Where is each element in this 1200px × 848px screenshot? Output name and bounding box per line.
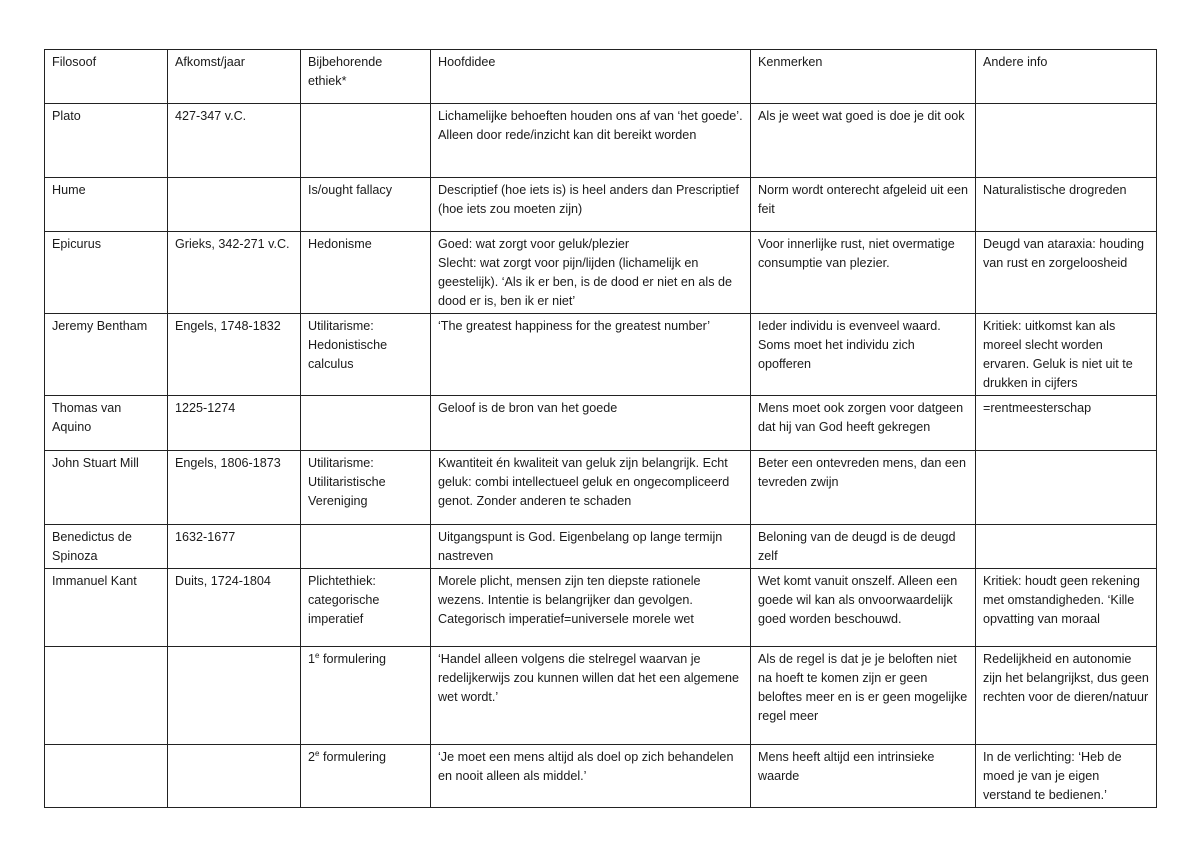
table-cell: Kwantiteit én kwaliteit van geluk zijn belangrijk. Echt geluk: combi intellectueel geluk en ongecompliceerd genot. Zonder anderen te schaden	[431, 451, 751, 525]
table-cell: Als je weet wat goed is doe je dit ook	[751, 104, 976, 178]
table-cell: Descriptief (hoe iets is) is heel anders dan Prescriptief (hoe iets zou moeten zijn)	[431, 178, 751, 232]
table-cell: Grieks, 342-271 v.C.	[168, 232, 301, 314]
table-cell: Uitgangspunt is God. Eigenbelang op lange termijn nastreven	[431, 525, 751, 569]
table-row	[45, 569, 1157, 647]
table-cell: Utilitarisme: Utilitaristische Vereniging	[301, 451, 431, 525]
table-row	[45, 396, 1157, 451]
header-row	[45, 50, 1157, 104]
table-cell	[301, 745, 431, 808]
table-row	[45, 451, 1157, 525]
table-cell: Redelijkheid en autonomie zijn het belangrijkst, dus geen rechten voor de dieren/natuur	[976, 647, 1157, 745]
table-cell: Deugd van ataraxia: houding van rust en zorgeloosheid	[976, 232, 1157, 314]
table-cell: Jeremy Bentham	[45, 314, 168, 396]
table-cell: Lichamelijke behoeften houden ons af van ‘het goede’. Alleen door rede/inzicht kan dit bereikt worden	[431, 104, 751, 178]
ordinal-suffix: e	[315, 650, 320, 660]
table-cell: Als de regel is dat je je beloften niet na hoeft te komen zijn er geen beloftes meer en is er geen mogelijke regel meer	[751, 647, 976, 745]
table-cell: ‘The greatest happiness for the greatest number’	[431, 314, 751, 396]
formulering-label: formulering	[319, 652, 386, 666]
header-cell: Afkomst/jaar	[168, 50, 301, 104]
table-cell: Wet komt vanuit onszelf. Alleen een goede wil kan als onvoorwaardelijk goed worden beschouwd.	[751, 569, 976, 647]
table-cell: Engels, 1806-1873	[168, 451, 301, 525]
table-cell: Morele plicht, mensen zijn ten diepste rationele wezens. Intentie is belangrijker dan gevolgen. Categorisch imperatief=universele morele wet	[431, 569, 751, 647]
table-cell: John Stuart Mill	[45, 451, 168, 525]
table-cell: Is/ought fallacy	[301, 178, 431, 232]
table-row	[45, 232, 1157, 314]
table-cell: Ieder individu is evenveel waard. Soms moet het individu zich opofferen	[751, 314, 976, 396]
table-cell: Voor innerlijke rust, niet overmatige consumptie van plezier.	[751, 232, 976, 314]
header-cell: Kenmerken	[751, 50, 976, 104]
table-cell: ‘Handel alleen volgens die stelregel waarvan je redelijkerwijs zou kunnen willen dat het een algemene wet wordt.’	[431, 647, 751, 745]
table-cell: Duits, 1724-1804	[168, 569, 301, 647]
table-cell: In de verlichting: ‘Heb de moed je van je eigen verstand te bedienen.’	[976, 745, 1157, 808]
table-row	[45, 178, 1157, 232]
table-cell	[976, 104, 1157, 178]
table-cell: Engels, 1748-1832	[168, 314, 301, 396]
table-cell	[45, 647, 168, 745]
ordinal-suffix: e	[315, 748, 320, 758]
table-row	[45, 104, 1157, 178]
table-cell: Plichtethiek: categorische imperatief	[301, 569, 431, 647]
table-cell	[168, 745, 301, 808]
table-row	[45, 647, 1157, 745]
table-cell: Kritiek: houdt geen rekening met omstandigheden. ‘Kille opvatting van moraal	[976, 569, 1157, 647]
table-cell	[976, 451, 1157, 525]
table-cell	[301, 396, 431, 451]
table-cell	[301, 647, 431, 745]
table-cell: Hume	[45, 178, 168, 232]
table-cell	[301, 104, 431, 178]
table-cell: =rentmeesterschap	[976, 396, 1157, 451]
table-cell: 1225-1274	[168, 396, 301, 451]
table-cell: Benedictus de Spinoza	[45, 525, 168, 569]
formulering-number: 1	[308, 652, 316, 666]
table-cell	[45, 745, 168, 808]
table-cell	[976, 525, 1157, 569]
formulering-number: 2	[308, 750, 316, 764]
table-cell: Kritiek: uitkomst kan als moreel slecht worden ervaren. Geluk is niet uit te drukken in cijfers	[976, 314, 1157, 396]
philosophers-table	[44, 49, 1157, 808]
table-cell: Beloning van de deugd is de deugd zelf	[751, 525, 976, 569]
table-cell: 427-347 v.C.	[168, 104, 301, 178]
table-cell: Mens moet ook zorgen voor datgeen dat hij van God heeft gekregen	[751, 396, 976, 451]
header-cell: Filosoof	[45, 50, 168, 104]
table-cell	[168, 647, 301, 745]
table-cell: Norm wordt onterecht afgeleid uit een feit	[751, 178, 976, 232]
table-cell: Thomas van Aquino	[45, 396, 168, 451]
header-cell: Bijbehorende ethiek*	[301, 50, 431, 104]
table-cell: Utilitarisme: Hedonistische calculus	[301, 314, 431, 396]
table-cell: ‘Je moet een mens altijd als doel op zich behandelen en nooit alleen als middel.’	[431, 745, 751, 808]
table-cell	[301, 525, 431, 569]
table-cell: Geloof is de bron van het goede	[431, 396, 751, 451]
table-cell: Goed: wat zorgt voor geluk/plezier Slecht: wat zorgt voor pijn/lijden (lichamelijk en geestelijk). ‘Als ik er ben, is de dood er niet en als de dood er is, ben ik er niet’	[431, 232, 751, 314]
table-cell	[168, 178, 301, 232]
header-cell: Hoofdidee	[431, 50, 751, 104]
formulering-label: formulering	[319, 750, 386, 764]
table-row	[45, 525, 1157, 569]
table-cell: Epicurus	[45, 232, 168, 314]
table-row	[45, 314, 1157, 396]
table-row	[45, 745, 1157, 808]
table-cell: Naturalistische drogreden	[976, 178, 1157, 232]
table-cell: Plato	[45, 104, 168, 178]
table-cell: Mens heeft altijd een intrinsieke waarde	[751, 745, 976, 808]
table-cell: Hedonisme	[301, 232, 431, 314]
header-cell: Andere info	[976, 50, 1157, 104]
table-cell: 1632-1677	[168, 525, 301, 569]
table-cell: Beter een ontevreden mens, dan een tevreden zwijn	[751, 451, 976, 525]
table-cell: Immanuel Kant	[45, 569, 168, 647]
